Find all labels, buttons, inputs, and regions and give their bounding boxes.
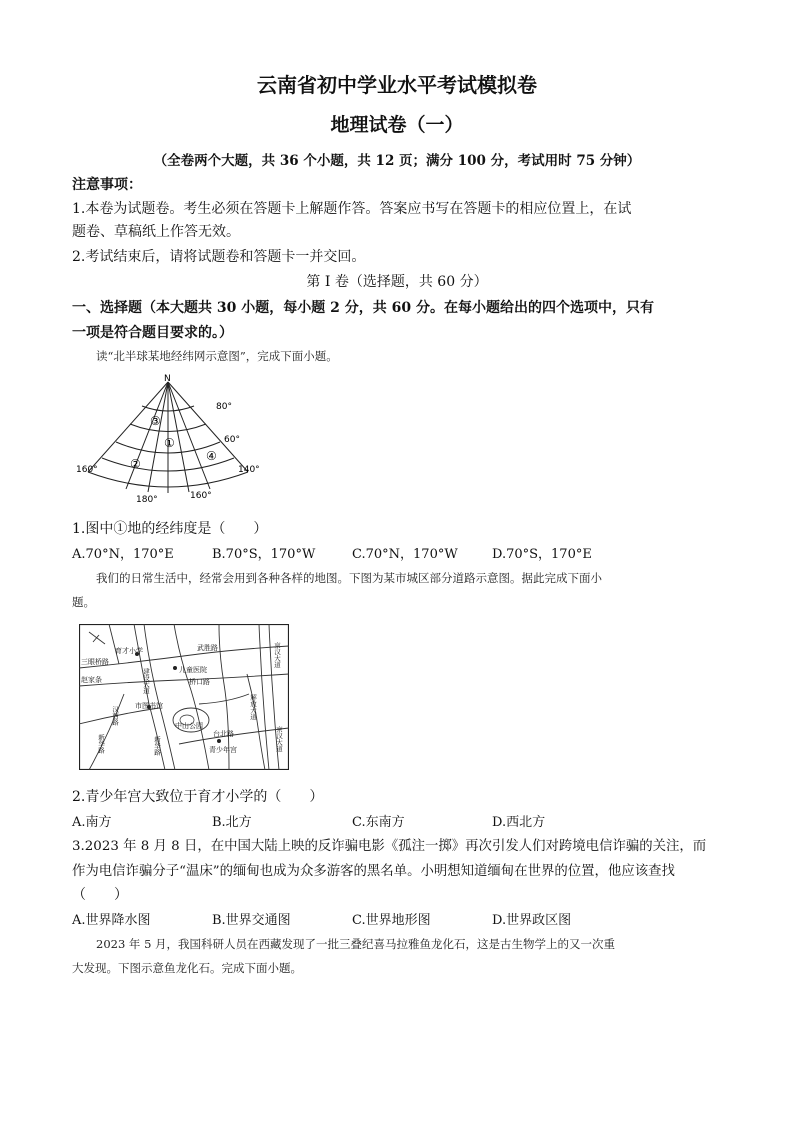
q2-lead-line2: 题。	[72, 595, 95, 609]
meridian-180	[126, 382, 168, 489]
q1-lead: 读“北半球某地经纬网示意图”，完成下面小题。	[96, 349, 338, 363]
lon-160e-label: 160°	[190, 491, 212, 501]
lon-180-label: 180°	[136, 495, 158, 504]
point-3-label: ③	[150, 414, 161, 428]
lon-160w-label: 160°	[76, 465, 98, 475]
label-zhaojiatiao: 赵家条	[81, 676, 102, 684]
lon-140-label: 140°	[238, 465, 260, 475]
q1-option-a[interactable]: A.70°N，170°E	[72, 547, 174, 562]
point-1-label: ①	[164, 436, 175, 450]
notice-item2: 2.考试结束后，请将试题卷和答题卡一并交回。	[72, 249, 366, 265]
q2-option-b[interactable]: B.北方	[212, 815, 252, 830]
notice-heading: 注意事项：	[72, 177, 142, 193]
page-title: 云南省初中学业水平考试模拟卷	[257, 73, 537, 97]
label-jiefang: 解放大道	[249, 694, 257, 720]
label-hanxi: 汉西路	[111, 706, 119, 726]
label-youth-palace: 青少年宫	[209, 746, 237, 754]
q3-line2: 作为电信诈骗分子“温床”的缅甸也成为众多游客的黑名单。小明想知道缅甸在世界的位置，他应该查找	[72, 864, 675, 879]
point-4-label: ④	[206, 449, 217, 463]
notice-item1-line1: 1.本卷为试题卷。考生必须在答题卡上解题作答。答案应书写在答题卡的相应位置上，在试	[72, 201, 632, 217]
q3-line1: 3.2023 年 8 月 8 日，在中国大陆上映的反诈骗电影《孤注一掷》再次引发人们对跨境电信诈骗的关注，而	[72, 839, 707, 854]
section-intro-line2: 一项是符合题目要求的。）	[72, 325, 233, 341]
q3-option-a[interactable]: A.世界降水图	[72, 913, 151, 928]
lat-60-label: 60°	[224, 435, 240, 445]
q2-stem: 2.青少年宫大致位于育才小学的（ ）	[72, 789, 324, 805]
label-taibei: 台北路	[213, 730, 234, 738]
label-jinghan-top: 京汉大道	[273, 642, 281, 668]
q1-option-b[interactable]: B.70°S，170°W	[212, 547, 316, 562]
label-xinhua-right: 新华路	[153, 736, 161, 756]
label-sanyan: 三眼桥路	[81, 658, 109, 666]
exam-scope: （全卷两个大题，共 36 个小题，共 12 页；满分 100 分，考试用时 75 分钟）	[153, 153, 641, 169]
label-school: 育才小学	[115, 647, 143, 655]
section-intro-line1: 一、选择题（本大题共 30 小题，每小题 2 分，共 60 分。在每小题给出的四个选项中，只有	[72, 300, 654, 316]
label-xinhua-left: 新华路	[97, 734, 105, 754]
hospital-marker	[173, 666, 177, 670]
section-title: 第 I 卷（选择题，共 60 分）	[306, 274, 488, 290]
q4-lead-line2: 大发现。下图示意鱼龙化石。完成下面小题。	[72, 961, 302, 975]
north-label: N	[164, 374, 171, 384]
q3-line3: （ ）	[72, 887, 128, 903]
label-wujiashan: 武胜路	[197, 644, 218, 652]
label-children-hospital: 儿童医院	[179, 666, 207, 674]
q1-stem: 1.图中①地的经纬度是（ ）	[72, 521, 268, 537]
map-frame	[80, 625, 289, 770]
q1-option-d[interactable]: D.70°S，170°E	[492, 547, 592, 562]
road-map-figure	[79, 624, 289, 770]
point-2-label: ②	[130, 457, 141, 471]
label-jianshe: 建设大道	[142, 668, 150, 694]
q3-option-b[interactable]: B.世界交通图	[212, 913, 291, 928]
notice-item1-line2: 题卷、草稿纸上作答无效。	[72, 224, 240, 240]
label-park: 中山公园	[175, 722, 203, 730]
q2-option-d[interactable]: D.西北方	[492, 815, 546, 830]
q3-option-d[interactable]: D.世界政区图	[492, 913, 572, 928]
youth-palace-marker	[217, 739, 221, 743]
q2-lead-line1: 我们的日常生活中，经常会用到各种各样的地图。下图为某市城区部分道路示意图。据此完成下面小	[96, 571, 602, 585]
q2-option-a[interactable]: A.南方	[72, 815, 112, 830]
lat-80-label: 80°	[216, 402, 232, 412]
q3-option-c[interactable]: C.世界地形图	[352, 913, 431, 928]
label-jinghan-bottom: 京汉大道	[275, 726, 283, 752]
graticule-figure	[76, 372, 276, 504]
label-qiaokou: 桥口路	[189, 678, 210, 686]
label-library: 市图书馆	[135, 702, 163, 710]
page-subtitle: 地理试卷（一）	[330, 114, 464, 136]
q1-option-c[interactable]: C.70°N，170°W	[352, 547, 458, 562]
q2-option-c[interactable]: C.东南方	[352, 815, 405, 830]
q4-lead-line1: 2023 年 5 月，我国科研人员在西藏发现了一批三叠纪喜马拉雅鱼龙化石，这是古生物学上的又一次重	[96, 937, 616, 951]
